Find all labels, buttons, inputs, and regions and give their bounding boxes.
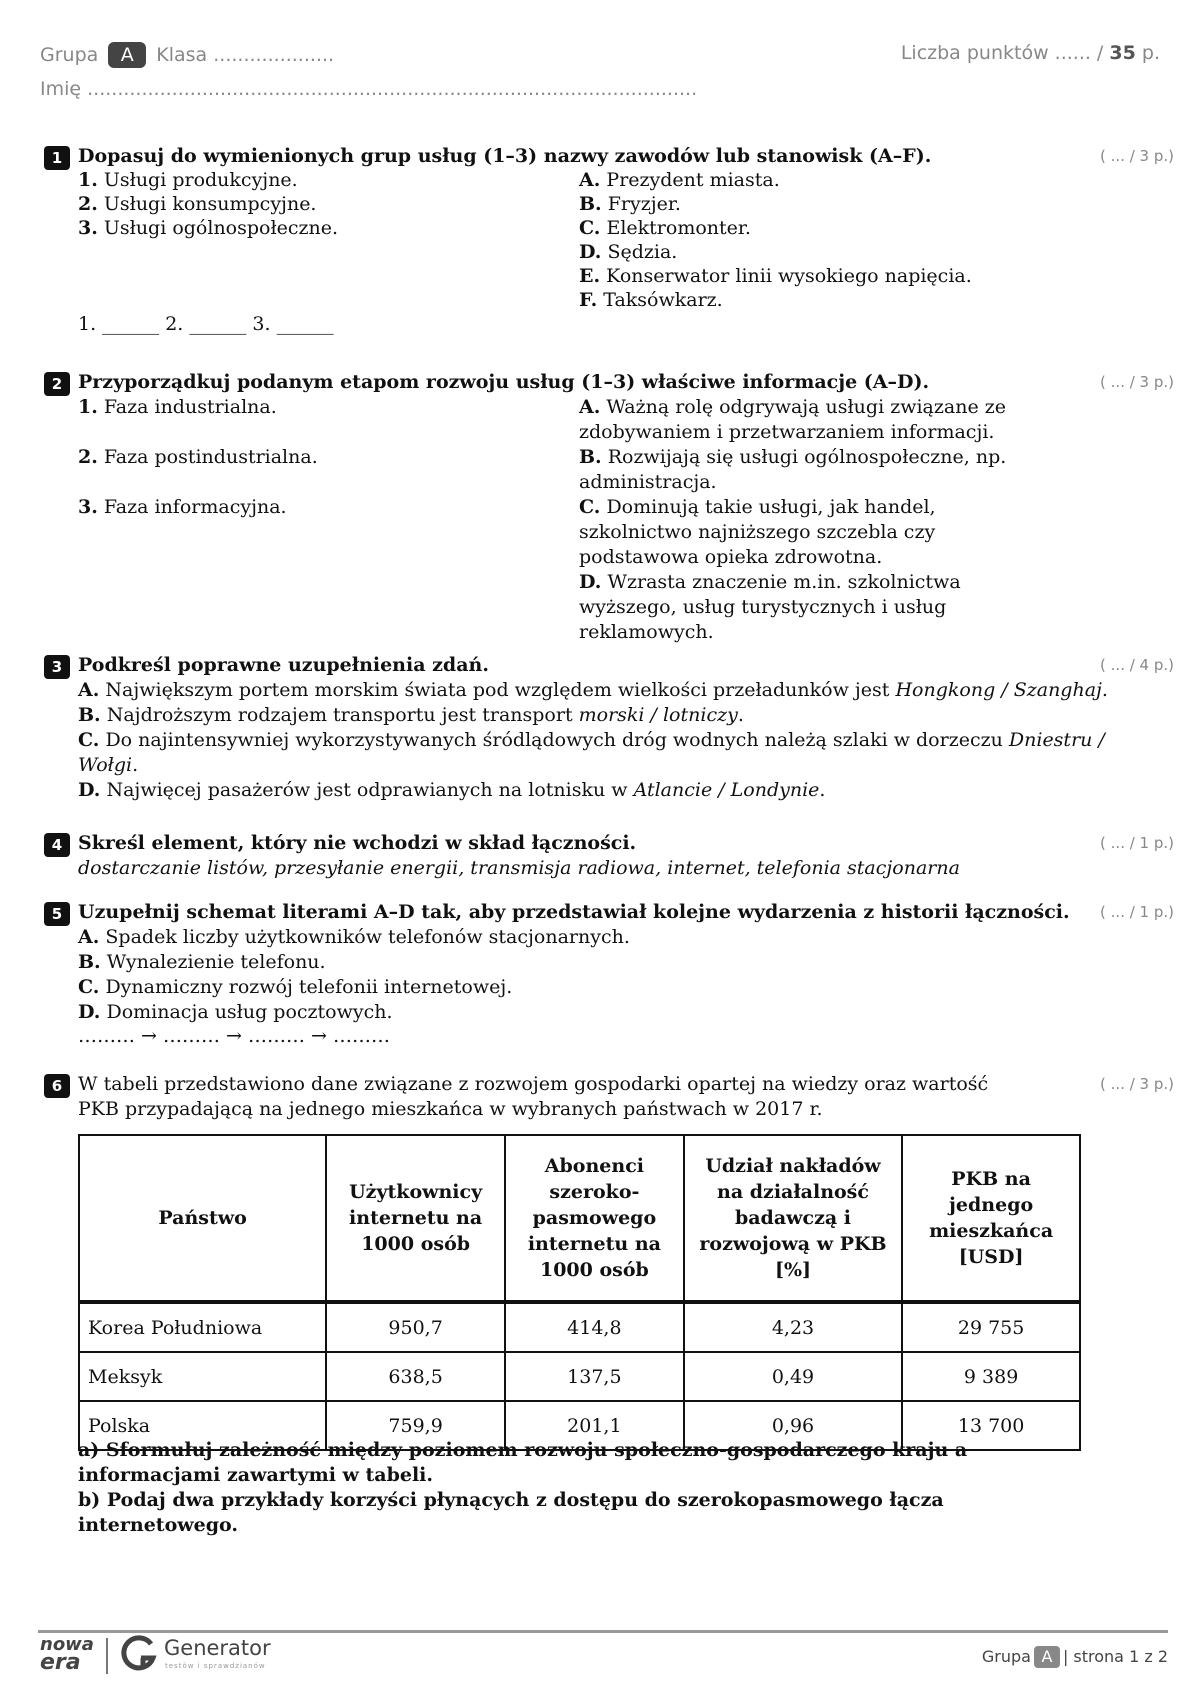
table-cell: 9 389 — [902, 1352, 1080, 1401]
task-points: ( ... / 4 p.) — [1100, 656, 1174, 674]
column-header: Udział nakładów na działalność badawczą i rozwojową w PKB [%] — [684, 1135, 902, 1302]
header-group-class — [40, 42, 334, 68]
answer-choice[interactable]: Dniestru / Wołgi — [78, 729, 1105, 776]
group-badge: A — [108, 42, 146, 68]
subquestion-b: b) Podaj dwa przykłady korzyści płynących z dostępu do szerokopasmowego łącza internetowego. — [78, 1489, 944, 1536]
task-points: ( ... / 1 p.) — [1100, 834, 1174, 852]
list-item: D. Sędzia. — [579, 241, 678, 263]
task-points: ( ... / 3 p.) — [1100, 147, 1174, 165]
generator-logo-text: Generator — [164, 1636, 271, 1660]
list-item: B. Fryzjer. — [579, 193, 681, 215]
list-item: C. Elektromonter. — [579, 217, 751, 239]
task-4 — [44, 831, 1174, 891]
list-item: B. Rozwijają się usługi ogólnospołeczne, np. administracja. — [579, 446, 1007, 493]
table-cell: Korea Południowa — [79, 1302, 326, 1352]
list-item: B. Wynalezienie telefonu. — [78, 951, 326, 973]
list-item: 1. Usługi produkcyjne. — [78, 169, 298, 191]
points-total: 35 — [1109, 42, 1136, 64]
task-number: 4 — [44, 833, 70, 857]
task-6 — [44, 1072, 1174, 1132]
table-cell: 29 755 — [902, 1302, 1080, 1352]
subquestion-a: a) Sformułuj zależność między poziomem rozwoju społeczno-gospodarczego kraju a informacjami zawartymi w tabeli. — [78, 1439, 968, 1486]
task-text: W tabeli przedstawiono dane związane z rozwojem gospodarki opartej na wiedzy oraz wartość PKB przypadającą na jednego mieszkańca w wybranych państwach w 2017 r. — [78, 1073, 989, 1120]
column-header: Użytkownicy internetu na 1000 osób — [326, 1135, 505, 1302]
table-row — [79, 1352, 1080, 1401]
table-cell: 137,5 — [505, 1352, 684, 1401]
answer-choice[interactable]: Hongkong / Szanghaj — [895, 679, 1102, 701]
list-item: A. Ważną rolę odgrywają usługi związane ze zdobywaniem i przetwarzaniem informacji. — [579, 396, 1006, 443]
task-title: Dopasuj do wymienionych grup usług (1–3) nazwy zawodów lub stanowisk (A–F). — [78, 145, 932, 167]
column-header: PKB na jednego mieszkańca [USD] — [902, 1135, 1080, 1302]
table-cell: 201,1 — [505, 1401, 684, 1450]
task-number: 2 — [44, 372, 70, 396]
table-header-row — [79, 1135, 1080, 1302]
task-points: ( ... / 3 p.) — [1100, 373, 1174, 391]
list-item: 3. Faza informacyjna. — [78, 496, 287, 518]
logo-separator — [106, 1638, 108, 1674]
list-item: 2. Faza postindustrialna. — [78, 446, 318, 468]
page-number: | strona 1 z 2 — [1062, 1647, 1168, 1666]
list-item: F. Taksówkarz. — [579, 289, 723, 311]
task-number: 3 — [44, 655, 70, 679]
page-info — [982, 1646, 1168, 1668]
task-points: ( ... / 1 p.) — [1100, 903, 1174, 921]
task-points: ( ... / 3 p.) — [1100, 1075, 1174, 1093]
sentence-item: A. Największym portem morskim świata pod względem wielkości przeładunków jest Hongkong / Szanghaj. — [78, 679, 1108, 701]
list-item: D. Dominacja usług pocztowych. — [78, 1001, 393, 1023]
task-title: Podkreśl poprawne uzupełnienia zdań. — [78, 654, 489, 676]
task-title: Uzupełnij schemat literami A–D tak, aby przedstawiał kolejne wydarzenia z historii łączności. — [78, 901, 1070, 923]
sentence-item: D. Najwięcej pasażerów jest odprawianych na lotnisku w Atlancie / Londynie. — [78, 779, 826, 801]
table-cell: 0,96 — [684, 1401, 902, 1450]
task-3 — [44, 653, 1174, 813]
table-cell: 950,7 — [326, 1302, 505, 1352]
table-cell: 759,9 — [326, 1401, 505, 1450]
list-item: E. Konserwator linii wysokiego napięcia. — [579, 265, 972, 287]
task-title: Skreśl element, który nie wchodzi w skład łączności. — [78, 832, 637, 854]
table-row — [79, 1302, 1080, 1352]
list-item: 3. Usługi ogólnospołeczne. — [78, 217, 339, 239]
generator-logo-icon — [120, 1634, 160, 1678]
list-item: A. Spadek liczby użytkowników telefonów stacjonarnych. — [78, 926, 630, 948]
name-field[interactable]: Imię ..................................................................................................... — [40, 78, 698, 100]
footer-group-badge: A — [1034, 1646, 1060, 1668]
table-cell: 414,8 — [505, 1302, 684, 1352]
list-item: C. Dynamiczny rozwój telefonii internetowej. — [78, 976, 513, 998]
sequence-scheme[interactable]: ……… → ……… → ……… → ……… — [78, 1025, 390, 1047]
table-cell: 0,49 — [684, 1352, 902, 1401]
sentence-item: B. Najdroższym rodzajem transportu jest transport morski / lotniczy. — [78, 704, 744, 726]
answer-choice[interactable]: Atlancie / Londynie — [633, 779, 820, 801]
element-list[interactable]: dostarczanie listów, przesyłanie energii, transmisja radiowa, internet, telefonia stacjonarna — [78, 857, 960, 879]
points-summary — [901, 42, 1160, 64]
task-2 — [44, 370, 1174, 643]
data-table — [78, 1134, 1081, 1451]
nowa-era-logo: nowa era — [40, 1634, 94, 1675]
list-item: A. Prezydent miasta. — [579, 169, 780, 191]
column-header: Abonenci szeroko-pasmowego internetu na 1000 osób — [505, 1135, 684, 1302]
class-field[interactable]: Klasa .................... — [156, 44, 335, 66]
task-5 — [44, 900, 1174, 1050]
column-header: Państwo — [79, 1135, 326, 1302]
task-title: Przyporządkuj podanym etapom rozwoju usług (1–3) właściwe informacje (A–D). — [78, 371, 930, 393]
generator-logo-subtitle: testów i sprawdzianów — [165, 1662, 266, 1670]
task-number: 6 — [44, 1074, 70, 1098]
answer-choice[interactable]: morski / lotniczy — [578, 704, 738, 726]
footer-group-label: Grupa — [981, 1647, 1031, 1666]
list-item: 2. Usługi konsumpcyjne. — [78, 193, 317, 215]
list-item: D. Wzrasta znaczenie m.in. szkolnictwa wyższego, usług turystycznych i usług reklamowych. — [579, 571, 961, 643]
table-cell: 13 700 — [902, 1401, 1080, 1450]
list-item: 1. Faza industrialna. — [78, 396, 277, 418]
sentence-item: C. Do najintensywniej wykorzystywanych śródlądowych dróg wodnych należą szlaki w dorzeczu Dniestru / Wołgi. — [78, 729, 1105, 776]
group-label: Grupa — [40, 44, 99, 66]
table-cell: 638,5 — [326, 1352, 505, 1401]
points-unit: p. — [1141, 42, 1160, 64]
task-number: 5 — [44, 902, 70, 926]
table-cell: 4,23 — [684, 1302, 902, 1352]
task-6-subquestions — [44, 1438, 1174, 1536]
list-item: C. Dominują takie usługi, jak handel, szkolnictwo najniższego szczebla czy podstawowa opieka zdrowotna. — [579, 496, 936, 568]
table-cell: Meksyk — [79, 1352, 326, 1401]
table-cell: Polska — [79, 1401, 326, 1450]
points-label: Liczba punktów ...... / — [900, 42, 1104, 64]
footer-divider — [38, 1630, 1168, 1633]
task-number: 1 — [44, 146, 70, 170]
answer-blanks[interactable]: 1. ______ 2. ______ 3. ______ — [78, 313, 334, 335]
task-1 — [44, 144, 1174, 344]
